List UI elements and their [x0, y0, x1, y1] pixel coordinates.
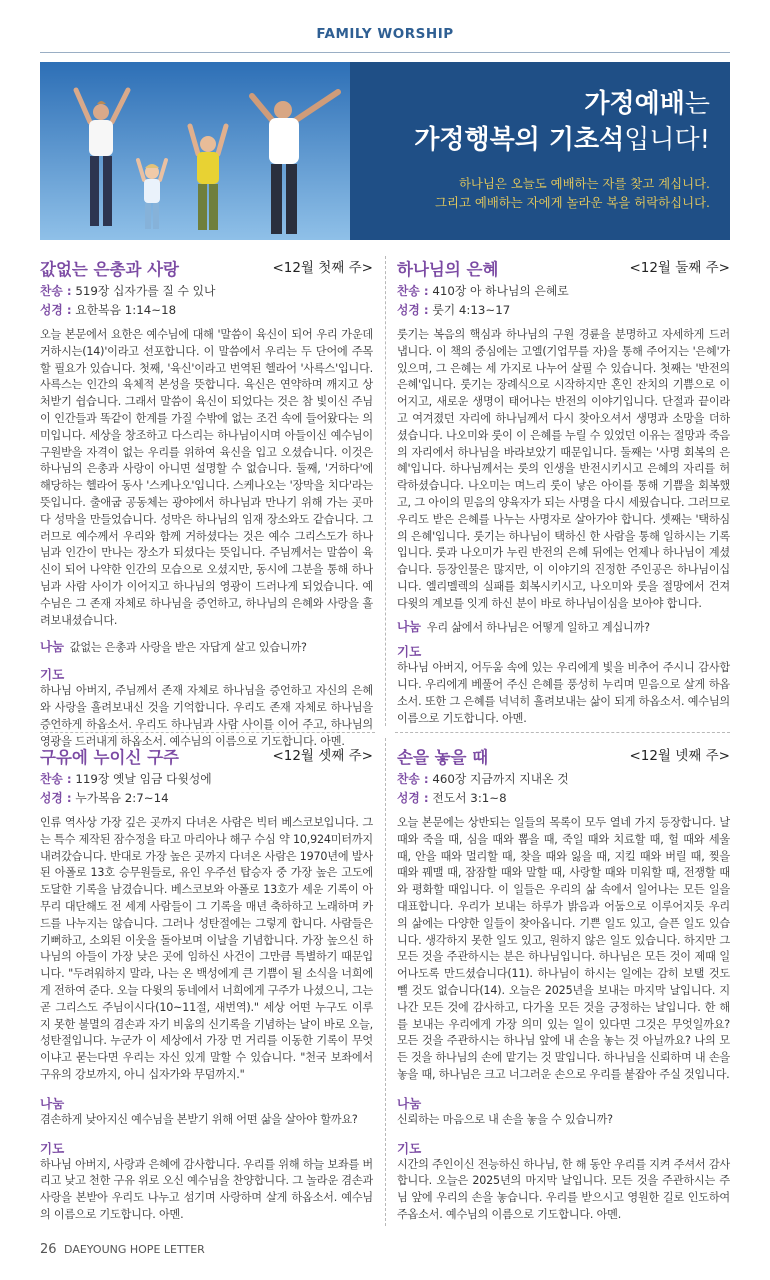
- hymn-value: 119장 옛날 임금 다윗성에: [75, 772, 212, 786]
- week-label: <12월 셋째 주>: [272, 748, 373, 764]
- prayer-text: 하나님 아버지, 사랑과 은혜에 감사합니다. 우리를 위해 하늘 보좌를 버리고 낮고 천한 구유 위로 오신 예수님을 찬양합니다. 그 놀라운 겸손과 사랑을 본받아 우리도 나누고 섬기며 사랑하며 살게 하옵소서. 예수님의 이름으로 기도합니다. 아멘.: [40, 1157, 373, 1221]
- family-photo: [40, 62, 360, 240]
- prayer-text: 시간의 주인이신 전능하신 하나님, 한 해 동안 우리를 지켜 주셔서 감사합니다. 오늘은 2025년의 마지막 날입니다. 모든 것을 주관하시는 주님 앞에 우리의 손을 놓습니다. 우리를 받으시고 영원한 길로 인도하여 주옵소서. 예수님의 이름으로 기도합니다. 아멘.: [397, 1157, 730, 1221]
- section-title: 값없는 은총과 사랑: [40, 260, 180, 279]
- scripture-label: 성경 :: [397, 791, 429, 805]
- share-question: 값없는 은총과 사랑을 받은 자답게 살고 있습니까?: [69, 641, 307, 655]
- share-question: 신뢰하는 마음으로 내 손을 놓을 수 있습니까?: [397, 1112, 613, 1126]
- banner-subtitle: [435, 174, 710, 212]
- row-divider-right: [395, 732, 730, 733]
- week-label: <12월 둘째 주>: [629, 260, 730, 276]
- share-line: [40, 639, 373, 657]
- headline-line2-rest: 입니다!: [624, 125, 710, 155]
- devotion-body: 오늘 본문에서 요한은 예수님에 대해 '말씀이 육신이 되어 우리 가운데 거하시는(14)'이라고 선포합니다. 이 말씀에서 우리는 두 단어에 주목할 필요가 있습니다. 첫째, '육신'이라고 번역된 헬라어 '사륵스'입니다. 사륵스는 인간의 육체적 본성을 뜻합니다. 육신은 연약하며 깨지고 상처받기 쉽습니다. 그래서 말씀이 육신이 되었다는 것은 참 빛이신 주님이 인간들과 똑같이 한계를 가질 수밖에 없는 조건 속에 들어왔다는 의미입니다. 세상을 창조하고 다스리는 하나님이시며 아들이신 예수님이 구원받을 자격이 없는 우리를 위하여 육신을 입고 오셨습니다. 이것은 하나님의 은총과 사랑이 아니면 설명할 수 없습니다. 둘째, '거하다'에 해당하는 헬라어 동사 '스케나오'입니다. 스케나오는 '장막을 치다'라는 뜻입니다. 출애굽 공동체는 광야에서 하나님과 만나기 위해 가는 곳마다 성막을 만들었습니다. 성막은 하나님의 임재 장소와도 같습니다. 그러므로 예수께서 우리와 함께 거하셨다는 것은 예수 그리스도가 하나님과 인간이 만나는 장소가 되셨다는 뜻입니다. 주님께서는 말씀이 육신이 되어 나약한 인간의 모습으로 오셨지만, 동시에 그분을 통해 하나님과 사람 사이가 이어지고 하나님의 영광이 드러나게 되었습니다. 예수님은 그 존재 자체로 하나님을 증언하고, 하나님의 은혜와 사랑을 흘려보내셨습니다.: [40, 328, 373, 627]
- hymn-line: [40, 770, 373, 789]
- prayer-text: 하나님 아버지, 어두움 속에 있는 우리에게 빛을 비추어 주시니 감사합니다. 우리에게 베풀어 주신 은혜를 풍성히 누리며 믿음으로 살게 하옵소서. 또한 그 은혜를 넉넉히 흘려보내는 삶이 되게 하옵소서. 예수님의 이름으로 기도합니다. 아멘.: [397, 661, 730, 725]
- headline-line1-bold: 가정예배: [584, 89, 685, 119]
- scripture-label: 성경 :: [397, 303, 429, 317]
- hymn-label: 찬송 :: [397, 284, 429, 298]
- hymn-line: [40, 282, 373, 301]
- scripture-value: 전도서 3:1~8: [432, 791, 507, 805]
- page-number: 26: [40, 1242, 57, 1257]
- share-label: 나눔: [397, 618, 421, 634]
- devotion-week4: [397, 744, 730, 1224]
- share-question: 겸손하게 낮아지신 예수님을 본받기 위해 어떤 삶을 살아야 할까요?: [40, 1112, 358, 1126]
- share-label: 나눔: [40, 639, 64, 655]
- column-divider-bottom: [385, 738, 386, 1226]
- scripture-value: 요한복음 1:14~18: [75, 303, 177, 317]
- share-label: 나눔: [397, 1095, 422, 1111]
- headline-line2-bold: 가정행복의 기초석: [414, 125, 625, 155]
- hymn-value: 519장 십자가를 질 수 있나: [75, 284, 216, 298]
- share-question: 우리 삶에서 하나님은 어떻게 일하고 계십니까?: [426, 620, 650, 634]
- hymn-value: 410장 아 하나님의 은혜로: [432, 284, 569, 298]
- devotion-week3: [40, 744, 373, 1224]
- devotion-body: 룻기는 복음의 핵심과 하나님의 구원 경륜을 분명하고 자세하게 드러냅니다. 이 책의 중심에는 고엘(기업무를 자)을 통해 주어지는 '은혜'가 있으며, 그 은혜는 세 가지로 나누어 살필 수 있습니다. 첫째는 '반전의 은혜'입니다. 룻기는 장례식으로 시작하지만 혼인 잔치의 기쁨으로 이어지고, 새로운 생명이 태어나는 반전의 이야기입니다. 단절과 끝이라고 여겨졌던 자리에 하나님께서 다시 찾아오셔서 생명과 소망을 더하셨습니다. 나오미와 룻이 이 은혜를 누릴 수 있었던 이유는 절망과 죽음의 자리에서 하나님을 바라보았기 때문입니다. 둘째는 '사명 회복의 은혜'입니다. 하나님께서는 룻의 인생을 반전시키시고 은혜의 자리를 허락하셨습니다. 나오미는 며느리 룻이 낳은 아이를 통해 기쁨을 회복했고, 그 아이의 믿음의 양육자가 되는 사명을 다시 세웠습니다. 그러므로 우리도 받은 은혜를 나누는 사명자로 살아가야 합니다. 셋째는 '택하심의 은혜'입니다. 룻기는 하나님이 택하신 한 사람을 통해 일하시는 기록입니다. 룻과 나오미가 누린 반전의 은혜 뒤에는 언제나 하나님이 계셨습니다. 등장인물은 많지만, 이 이야기의 진정한 주인공은 하나님이십니다. 엘리멜렉의 실패를 회복시키시고, 나오미와 룻을 절망에서 건져 다윗의 계보를 잇게 하신 분이 바로 하나님이심을 보아야 합니다.: [397, 328, 730, 610]
- prayer-text: 하나님 아버지, 주님께서 존재 자체로 하나님을 증언하고 자신의 은혜와 사랑을 흘려보내신 것을 기억합니다. 우리도 존재 자체로 하나님을 증언하게 하옵소서. 우리도 하나님과 사람 사이를 이어 주고, 하나님의 영광을 드러내게 하옵소서. 예수님의 이름으로 기도합니다. 아멘.: [40, 684, 373, 748]
- hymn-line: [397, 282, 730, 301]
- headline-line1-rest: 는: [684, 89, 710, 119]
- scripture-label: 성경 :: [40, 303, 72, 317]
- scripture-value: 룻기 4:13~17: [432, 303, 511, 317]
- scripture-line: [397, 301, 730, 320]
- section-title: 손을 놓을 때: [397, 748, 489, 767]
- hymn-line: [397, 770, 730, 789]
- share-label: 나눔: [40, 1095, 65, 1111]
- column-divider-top: [385, 256, 386, 726]
- hymn-label: 찬송 :: [40, 772, 72, 786]
- scripture-label: 성경 :: [40, 791, 72, 805]
- week-label: <12월 첫째 주>: [272, 260, 373, 276]
- scripture-line: [40, 789, 373, 808]
- week-label: <12월 넷째 주>: [629, 748, 730, 764]
- section-title: 구유에 누이신 구주: [40, 748, 180, 767]
- devotion-week1: [40, 256, 373, 750]
- hymn-label: 찬송 :: [397, 772, 429, 786]
- hymn-label: 찬송 :: [40, 284, 72, 298]
- scripture-value: 누가복음 2:7~14: [75, 791, 169, 805]
- hymn-value: 460장 지금까지 지내온 것: [432, 772, 569, 786]
- section-title: 하나님의 은혜: [397, 260, 499, 279]
- footer-brand: DAEYOUNG HOPE LETTER: [64, 1243, 205, 1256]
- prayer-label: 기도: [397, 1140, 422, 1156]
- page-footer: [40, 1242, 205, 1257]
- devotion-body: 인류 역사상 가장 깊은 곳까지 다녀온 사람은 빅터 베스코보입니다. 그는 특수 제작된 잠수정을 타고 마리아나 해구 수심 약 10,924미터까지 내려갔습니다. 반대로 가장 높은 곳까지 다녀온 사람은 1970년에 발사된 아폴로 13호 승무원들로, 유인 우주선 탑승자 중 가장 높은 고도에 도달한 기록을 남겼습니다. 베스코보와 아폴로 13호가 세운 기록이 아무리 대단해도 전 세계 사람들이 그 기록을 매년 축하하고 노래하며 카드를 나누지는 않습니다. 그러나 성탄절에는 그렇게 합니다. 사람들은 기뻐하고, 소외된 이웃을 돌아보며 이날을 기념합니다. 가장 높으신 하나님의 아들이 가장 낮은 곳에 임하신 사건이 그만큼 특별하기 때문입니다. "두려워하지 말라, 나는 온 백성에게 큰 기쁨이 될 소식을 너희에게 전하여 준다. 오늘 다윗의 동네에서 너희에게 구주가 나셨으니, 그는 곧 그리스도 주님이시다(10~11절, 새번역)." 세상 어떤 누구도 이루지 못한 불멸의 겸손과 자기 비움의 신기록을 기념하는 날이 바로 오늘, 성탄절입니다. 누군가 이 세상에서 가장 먼 거리를 이동한 기록이 무엇이냐고 묻는다면 우리는 자신 있게 말할 수 있습니다. "천국 보좌에서 구유의 강보까지, 아니 십자가와 무덤까지.": [40, 816, 373, 1081]
- devotion-week2: [397, 256, 730, 728]
- share-line: [397, 619, 730, 637]
- banner-sub-line1: 하나님은 오늘도 예배하는 자를 찾고 계십니다.: [458, 176, 710, 191]
- hero-banner: [40, 62, 730, 240]
- scripture-line: [40, 301, 373, 320]
- banner-headline: [414, 86, 710, 158]
- devotion-body: 오늘 본문에는 상반되는 일들의 목록이 모두 열네 가지 등장합니다. 날 때와 죽을 때, 심을 때와 뽑을 때, 죽일 때와 치료할 때, 헐 때와 세울 때, 안을 때와 멀리할 때, 찾을 때와 잃을 때, 지킬 때와 버릴 때, 찢을 때와 꿰맬 때, 잠잠할 때와 말할 때, 사랑할 때와 미워할 때, 전쟁할 때와 평화할 때입니다. 이 일들은 우리의 삶 속에서 일어나는 모든 일을 대표합니다. 우리가 보내는 하루가 밝음과 어둠으로 이루어지듯 우리의 삶에는 다양한 일들이 찾아옵니다. 기쁜 일도 있고, 슬픈 일도 있습니다. 생각하지 못한 일도 있고, 원하지 않은 일도 있습니다. 하지만 그 모든 것을 주관하시는 분은 하나님입니다. 하나님은 모든 것이 제때 일어나도록 만드셨습니다(11). 하나님이 하시는 일에는 감히 보탤 것도 뺄 것도 없습니다(14). 오늘은 2025년을 보내는 마지막 날입니다. 지나간 모든 것에 감사하고, 다가올 모든 것을 긍정하는 날입니다. 한 해를 보내는 우리에게 가장 의미 있는 일이 있다면 그것은 무엇일까요? 모든 것을 주관하시는 하나님 앞에 내 손을 놓는 것 아닐까요? 나의 모든 것을 하나님의 손에 맡기는 것 말입니다. 하나님을 신뢰하며 내 손을 놓을 때, 하나님은 크고 너그러운 손으로 우리를 붙잡아 주실 것입니다.: [397, 816, 730, 1081]
- scripture-line: [397, 789, 730, 808]
- prayer-label: 기도: [40, 667, 65, 683]
- page-header-title: FAMILY WORSHIP: [316, 26, 454, 42]
- prayer-label: 기도: [40, 1140, 65, 1156]
- header-divider: [40, 52, 730, 53]
- banner-sub-line2: 그리고 예배하는 자에게 놀라운 복을 허락하십니다.: [435, 195, 710, 210]
- prayer-label: 기도: [397, 644, 422, 660]
